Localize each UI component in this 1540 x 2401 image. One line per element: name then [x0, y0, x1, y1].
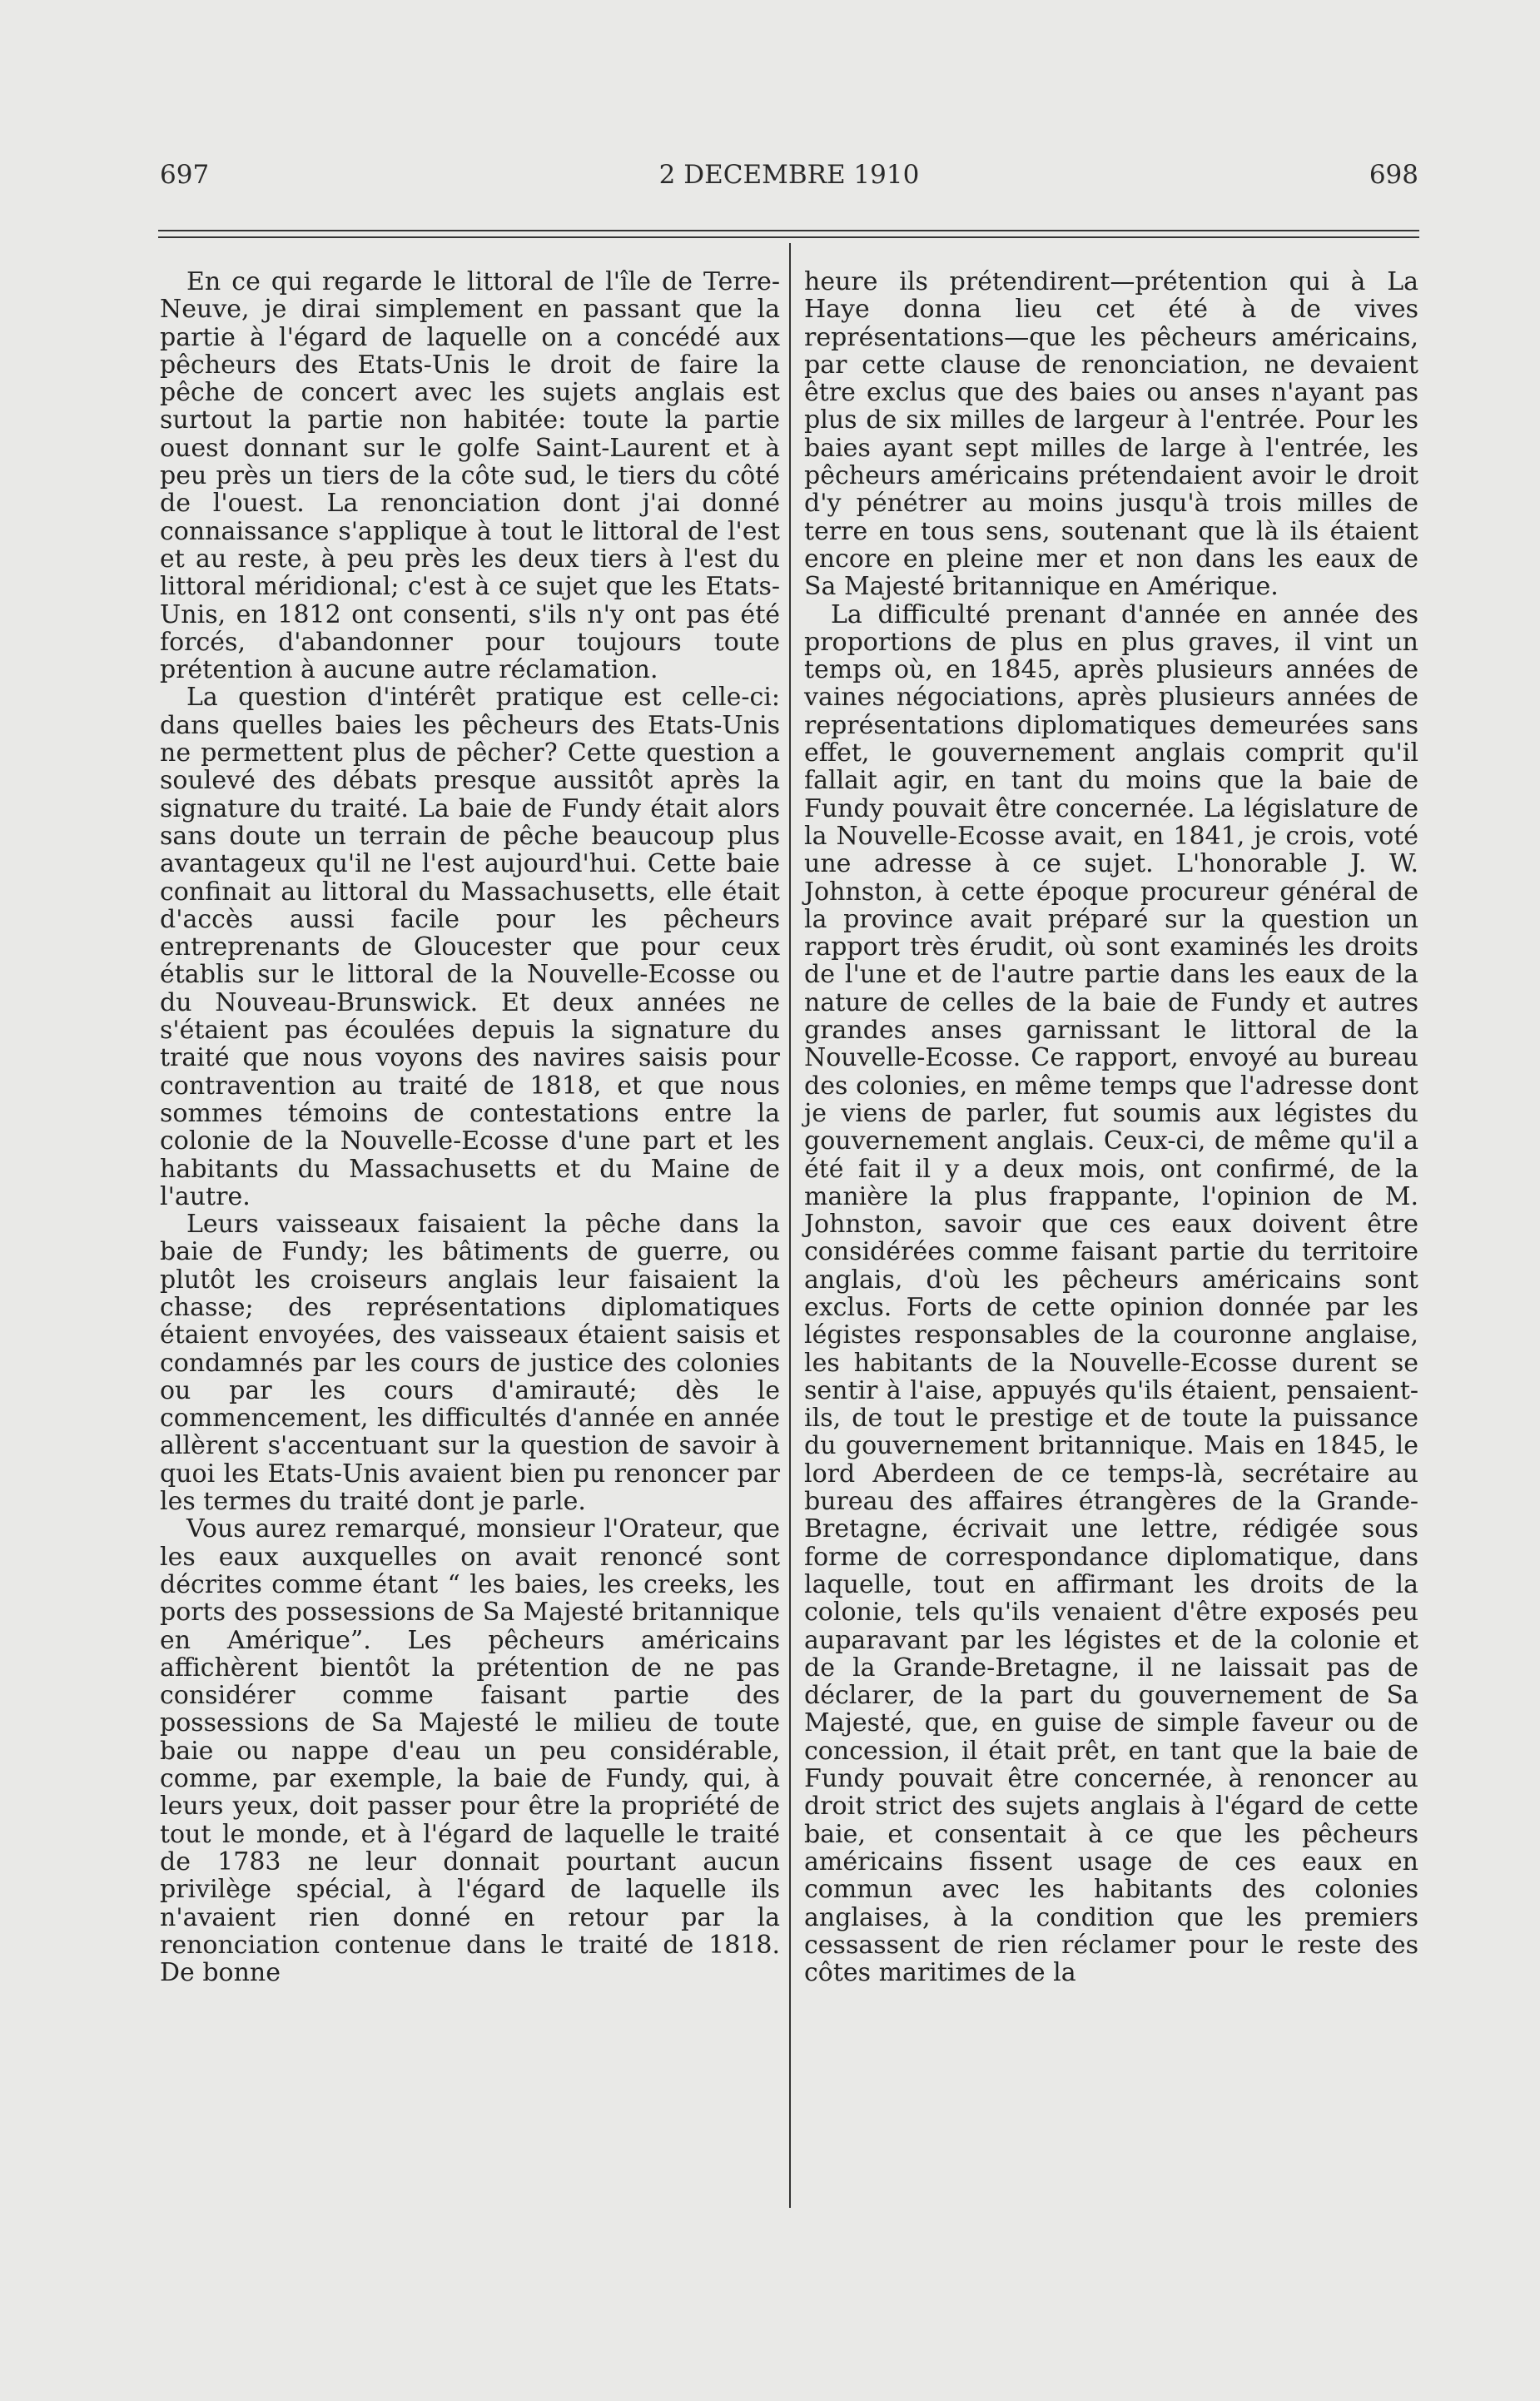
- page-header: [160, 160, 1418, 196]
- column-divider: [789, 243, 791, 2208]
- right-column: [804, 268, 1418, 1986]
- page-number-right: 698: [1369, 160, 1418, 190]
- header-rule-top: [158, 230, 1419, 231]
- page-date: 2 DECEMBRE 1910: [658, 160, 920, 190]
- page-number-left: 697: [160, 160, 210, 190]
- paragraph: En ce qui regarde le littoral de l'île de Terre-Neuve, je dirai simplement en passant que la partie à l'égard de laquelle on a concédé aux pêcheurs des Etats-Unis le droit de faire la pêche de concert avec les sujets anglais est surtout la partie non habitée: toute la partie ouest donnant sur le golfe Saint-Laurent et à peu près un tiers de la côte sud, le tiers du côté de l'ouest. La renonciation dont j'ai donné connaissance s'applique à tout le littoral de l'est et au reste, à peu près les deux tiers à l'est du littoral méridional; c'est à ce sujet que les Etats-Unis, en 1812 ont consenti, s'ils n'y ont pas été forcés, d'abandonner pour toujours toute prétention à aucune autre réclamation.: [160, 267, 780, 685]
- left-column: [160, 268, 780, 1986]
- paragraph: Leurs vaisseaux faisaient la pêche dans la baie de Fundy; les bâtiments de guerre, ou plutôt les croiseurs anglais leur faisaient la chasse; des représentations diplomatiques étaient envoyées, des vaisseaux étaient saisis et condamnés par les cours de justice des colonies ou par les cours d'amirauté; dès le commencement, les difficultés d'année en année allèrent s'accentuant sur la question de savoir à quoi les Etats-Unis avaient bien pu renoncer par les termes du traité dont je parle.: [160, 1210, 780, 1517]
- paragraph-continued: heure ils prétendirent—prétention qui à La Haye donna lieu cet été à de vives représentations—que les pêcheurs américains, par cette clause de renonciation, ne devaient être exclus que des baies ou anses n'ayant pas plus de six milles de largeur à l'entrée. Pour les baies ayant sept milles de large à l'entrée, les pêcheurs américains prétendaient avoir le droit d'y pénétrer au moins jusqu'à trois milles de terre en tous sens, soutenant que là ils étaient encore en pleine mer et non dans les eaux de Sa Majesté britannique en Amérique.: [804, 267, 1418, 602]
- header-rule-bottom: [158, 236, 1419, 238]
- paragraph: Vous aurez remarqué, monsieur l'Orateur, que les eaux auxquelles on avait renoncé sont décrites comme étant “ les baies, les creeks, les ports des possessions de Sa Majesté britannique en Amérique”. Les pêcheurs américains affichèrent bientôt la prétention de ne pas considérer comme faisant partie des possessions de Sa Majesté le milieu de toute baie ou nappe d'eau un peu considérable, comme, par exemple, la baie de Fundy, qui, à leurs yeux, doit passer pour être la propriété de tout le monde, et à l'égard de laquelle le traité de 1783 ne leur donnait pourtant aucun privilège spécial, à l'égard de laquelle ils n'avaient rien donné en retour par la renonciation contenue dans le traité de 1818. De bonne: [160, 1514, 780, 1988]
- paragraph: La difficulté prenant d'année en année des proportions de plus en plus graves, il vint un temps où, en 1845, après plusieurs années de vaines négociations, après plusieurs années de représentations diplomatiques demeurées sans effet, le gouvernement anglais comprit qu'il fallait agir, en tant du moins que la baie de Fundy pouvait être concernée. La législature de la Nouvelle-Ecosse avait, en 1841, je crois, voté une adresse à ce sujet. L'honorable J. W. Johnston, à cette époque procureur général de la province avait préparé sur la question un rapport très érudit, où sont examinés les droits de l'une et de l'autre partie dans les eaux de la nature de celles de la baie de Fundy et autres grandes anses garnissant le littoral de la Nouvelle-Ecosse. Ce rapport, envoyé au bureau des colonies, en même temps que l'adresse dont je viens de parler, fut soumis aux légistes du gouvernement anglais. Ceux-ci, de même qu'il a été fait il y a deux mois, ont confirmé, de la manière la plus frappante, l'opinion de M. Johnston, savoir que ces eaux doivent être considérées comme faisant partie du territoire anglais, d'où les pêcheurs américains sont exclus. Forts de cette opinion donnée par les légistes responsables de la couronne anglaise, les habitants de la Nouvelle-Ecosse durent se sentir à l'aise, appuyés qu'ils étaient, pensaient-ils, de tout le prestige et de toute la puissance du gouvernement britannique. Mais en 1845, le lord Aberdeen de ce temps-là, secrétaire au bureau des affaires étrangères de la Grande-Bretagne, écrivait une lettre, rédigée sous forme de correspondance diplomatique, dans laquelle, tout en affirmant les droits de la colonie, tels qu'ils venaient d'être exposés peu auparavant par les légistes et de la colonie et de la Grande-Bretagne, il ne laissait pas de déclarer, de la part du gouvernement de Sa Majesté, que, en guise de simple faveur ou de concession, il était prêt, en tant que la baie de Fundy pouvait être concernée, à renoncer au droit strict des sujets anglais à l'égard de cette baie, et consentait à ce que les pêcheurs américains fissent usage de ces eaux en commun avec les habitants des colonies anglaises, à la condition que les premiers cessassent de rien réclamer pour le reste des côtes maritimes de la: [804, 599, 1418, 1988]
- paragraph: La question d'intérêt pratique est celle-ci: dans quelles baies les pêcheurs des Etats-Unis ne permettent plus de pêcher? Cette question a soulevé des débats presque aussitôt après la signature du traité. La baie de Fundy était alors sans doute un terrain de pêche beaucoup plus avantageux qu'il ne l'est aujourd'hui. Cette baie confinait au littoral du Massachusetts, elle était d'accès aussi facile pour les pêcheurs entreprenants de Gloucester que pour ceux établis sur le littoral de la Nouvelle-Ecosse ou du Nouveau-Brunswick. Et deux années ne s'étaient pas écoulées depuis la signature du traité que nous voyons des navires saisis pour contravention au traité de 1818, et que nous sommes témoins de contestations entre la colonie de la Nouvelle-Ecosse d'une part et les habitants du Massachusetts et du Maine de l'autre.: [160, 683, 780, 1211]
